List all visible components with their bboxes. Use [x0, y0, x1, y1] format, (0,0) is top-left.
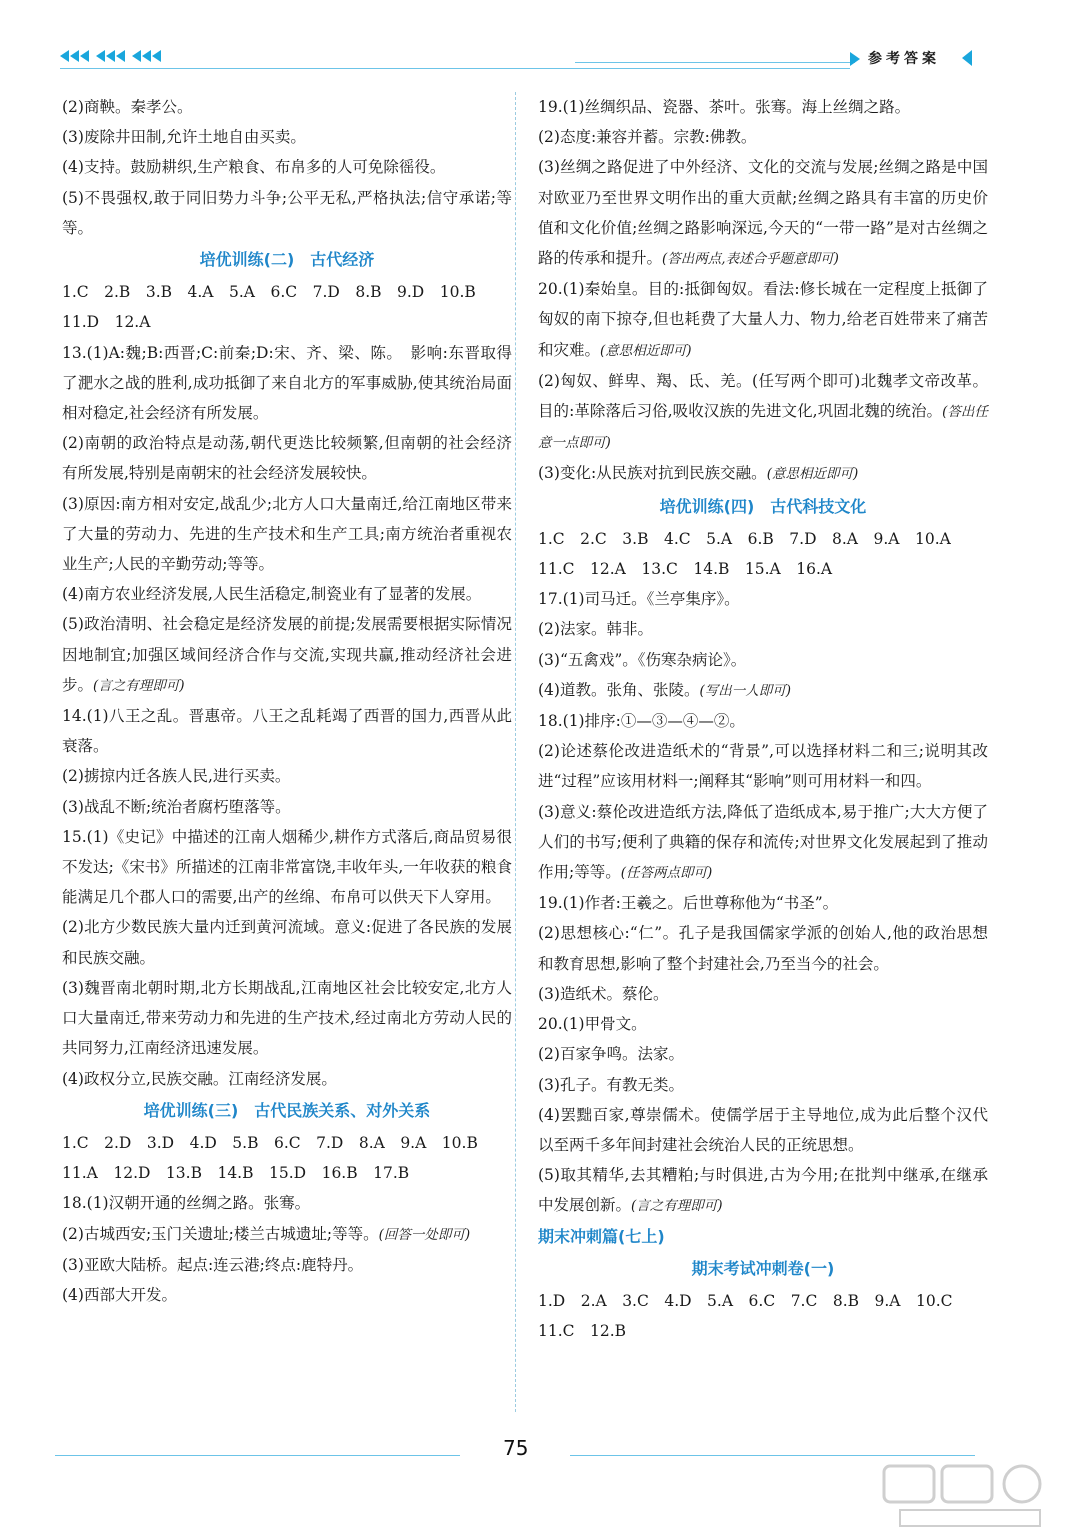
grading-note: (意思相近即可): [600, 342, 692, 359]
grading-note: (回答一处即可): [378, 1226, 471, 1243]
answer-line: [538, 888, 988, 918]
answer-text: 14.(1)八王之乱。晋惠帝。八王之乱耗竭了西晋的国力,西晋从此衰落。: [62, 707, 512, 756]
answer-line: [62, 428, 512, 488]
answer-line: [62, 1219, 512, 1250]
answer-line: [538, 92, 988, 122]
answer-text: (3)原因:南方相对安定,战乱少;北方人口大量南迁,给江南地区带来了大量的劳动力、先进的生产技术和生产工具;南方统治者重视农业生产;人民的辛勤劳动;等等。: [62, 494, 512, 574]
answer-text: (2)掳掠内迁各族人民,进行买卖。: [62, 767, 291, 786]
answer-line: [538, 645, 988, 675]
answer-text: 11.D 12.A: [62, 313, 151, 332]
answer-line: [62, 307, 512, 337]
answer-line: [538, 1100, 988, 1160]
answer-text: 11.C 12.A 13.C 14.B 15.A 16.A: [538, 560, 833, 579]
answer-text: (4)支持。鼓励耕织,生产粮食、布帛多的人可免除徭役。: [62, 158, 446, 177]
answer-line: [62, 579, 512, 609]
answer-line: [538, 918, 988, 978]
answer-text: (2)思想核心:“仁”。孔子是我国儒家学派的创始人,他的政治思想和教育思想,影响了整个封建社会,乃至当今的社会。: [538, 924, 988, 973]
answer-line: [62, 338, 512, 429]
answer-text: 20.(1)甲骨文。: [538, 1015, 647, 1034]
answer-line: [62, 1128, 512, 1158]
answer-text: 期末考试冲刺卷(一): [691, 1258, 835, 1278]
answer-line: [62, 761, 512, 791]
answer-text: (2)商鞅。秦孝公。: [62, 98, 193, 116]
header-rule: [60, 68, 850, 69]
footer-rule-right: [570, 1455, 975, 1456]
answer-line: [62, 489, 512, 580]
answer-line: [538, 458, 988, 489]
answer-text: (2)匈奴、鲜卑、羯、氐、羌。(任写两个即可)北魏孝文帝改革。目的:革除落后习俗,吸收汉族的先进文化,巩固北魏的统治。: [538, 371, 988, 421]
grading-note: (答出两点,表述合乎题意即可): [662, 251, 839, 268]
grading-note: (写出一人即可): [699, 682, 792, 699]
answer-line: [538, 122, 988, 152]
watermark-logo-icon: [880, 1462, 1060, 1532]
answer-text: (3)亚欧大陆桥。起点:连云港;终点:鹿特丹。: [62, 1255, 364, 1274]
answer-line: [538, 1316, 988, 1346]
answer-text: 18.(1)排序:①—③—④—②。: [538, 712, 745, 731]
section-heading: [62, 245, 512, 275]
answer-line: [62, 152, 512, 182]
answer-line: [62, 792, 512, 822]
answer-text: 20.(1)秦始皇。目的:抵御匈奴。看法:修长城在一定程度上抵御了匈奴的南下掠夺,但也耗费了大量人力、物力,给老百姓带来了痛苦和灾难。: [538, 280, 988, 359]
answer-text: (5)不畏强权,敢于同旧势力斗争;公平无私,严格执法;信守承诺;等等。: [62, 188, 512, 237]
answer-text: (3)变化:从民族对抗到民族交融。: [538, 464, 767, 483]
answer-line: [62, 1064, 512, 1094]
answer-text: (4)南方农业经济发展,人民生活稳定,制瓷业有了显著的发展。: [62, 585, 482, 604]
answer-line: [62, 1280, 512, 1310]
answer-line: [538, 1039, 988, 1069]
answer-text: (2)北方少数民族大量内迁到黄河流域。意义:促进了各民族的发展和民族交融。: [62, 918, 512, 967]
answer-line: [538, 152, 988, 274]
grading-note: (任答两点即可): [620, 865, 713, 882]
answer-line: [538, 614, 988, 644]
answer-text: 19.(1)作者:王羲之。后世尊称他为“书圣”。: [538, 894, 839, 913]
answer-text: (3)“五禽戏”。《伤寒杂病论》。: [538, 650, 747, 669]
answer-line: [62, 92, 512, 122]
answer-line: [62, 973, 512, 1064]
answer-text: 17.(1)司马迁。《兰亭集序》。: [538, 590, 740, 609]
answer-text: 培优训练(二) 古代经济: [199, 250, 375, 270]
answer-line: [62, 1188, 512, 1218]
page-number: 75: [503, 1436, 529, 1460]
answer-line: [538, 524, 988, 554]
answer-line: [538, 554, 988, 584]
grading-note: (言之有理即可): [631, 1198, 723, 1215]
answer-text: 1.D 2.A 3.C 4.D 5.A 6.C 7.C 8.B 9.A 10.C: [538, 1291, 953, 1310]
answer-line: [538, 797, 988, 889]
page-header: [0, 0, 1067, 80]
answer-text: (3)意义:蔡伦改进造纸方法,降低了造纸成本,易于推广;大大方便了人们的书写;便利了典籍的保存和流传;对世界文化发展起到了推动作用;等等。: [538, 802, 988, 882]
answer-text: (5)政治清明、社会稳定是经济发展的前提;发展需要根据实际情况因地制宜;加强区域间经济合作与交流,实现共赢,推动经济社会进步。: [62, 615, 512, 694]
answer-text: (4)罢黜百家,尊崇儒术。使儒学居于主导地位,成为此后整个汉代以至两千多年间封建社会统治人民的正统思想。: [538, 1105, 988, 1154]
answer-line: [62, 122, 512, 152]
grading-note: (言之有理即可): [93, 677, 185, 694]
answer-line: [538, 979, 988, 1009]
answer-text: 13.(1)A:魏;B:西晋;C:前秦;D:宋、齐、梁、陈。 影响:东晋取得了淝水之战的胜利,成功抵御了来自北方的军事威胁,使其统治局面相对稳定,社会经济有所发展。: [62, 343, 512, 423]
answer-text: (2)古城西安;玉门关遗址;楼兰古城遗址;等等。: [62, 1224, 379, 1243]
header-rule-upper: [575, 62, 855, 63]
answer-text: (3)魏晋南北朝时期,北方长期战乱,江南地区社会比较安定,北方人口大量南迁,带来劳动力和先进的生产技术,经过南北方劳动人民的共同努力,江南经济迅速发展。: [62, 978, 512, 1058]
answer-text: (4)西部大开发。: [62, 1285, 177, 1304]
section-heading: [538, 492, 988, 522]
answer-line: [538, 706, 988, 736]
answer-line: [538, 584, 988, 614]
answer-text: 19.(1)丝绸织品、瓷器、茶叶。张骞。海上丝绸之路。: [538, 98, 911, 116]
answer-text: (2)态度:兼容并蓄。宗教:佛教。: [538, 128, 757, 147]
grading-note: (答出任意一点即可): [538, 404, 988, 452]
answer-text: 11.A 12.D 13.B 14.B 15.D 16.B 17.B: [62, 1164, 410, 1183]
section-tag: 参考答案: [868, 51, 940, 67]
answer-line: [538, 1286, 988, 1316]
answer-text: (2)南朝的政治特点是动荡,朝代更迭比较频繁,但南朝的社会经济有所发展,特别是南朝宋的社会经济发展较快。: [62, 434, 512, 483]
answer-line: [538, 1070, 988, 1100]
answer-line: [62, 277, 512, 307]
answer-text: 期末冲刺篇(七上): [538, 1226, 665, 1246]
answer-line: [538, 736, 988, 796]
answer-text: (2)法家。韩非。: [538, 620, 653, 639]
column-divider: [515, 92, 516, 1412]
answer-text: (3)丝绸之路促进了中外经济、文化的交流与发展;丝绸之路是中国对欧亚乃至世界文明作出的重大贡献;丝绸之路具有丰富的历史价值和文化价值;丝绸之路影响深远,今天的“一带一路”是对古丝绸之路的传承和提升。: [538, 158, 988, 268]
part-heading: [538, 1222, 988, 1252]
answer-text: 18.(1)汉朝开通的丝绸之路。张骞。: [62, 1194, 311, 1213]
answer-line: [62, 609, 512, 701]
footer-rule-left: [55, 1455, 460, 1456]
answer-line: [62, 822, 512, 913]
answer-line: [538, 1009, 988, 1039]
answer-line: [62, 1158, 512, 1188]
left-column: [62, 92, 512, 1310]
answer-text: 培优训练(四) 古代科技文化: [659, 496, 867, 516]
answer-text: 1.C 2.C 3.B 4.C 5.A 6.B 7.D 8.A 9.A 10.A: [538, 529, 951, 548]
answer-text: 11.C 12.B: [538, 1322, 627, 1341]
answer-line: [538, 675, 988, 706]
answer-line: [62, 701, 512, 761]
tag-chevron-icon: [962, 50, 972, 66]
answer-line: [62, 1250, 512, 1280]
answer-text: (3)废除井田制,允许土地自由买卖。: [62, 128, 306, 147]
answer-text: (4)政权分立,民族交融。江南经济发展。: [62, 1069, 337, 1088]
answer-text: 15.(1)《史记》中描述的江南人烟稀少,耕作方式落后,商品贸易很不发达;《宋书》所描述的江南非常富饶,丰收年头,一年收获的粮食能满足几个郡人口的需要,出产的丝绵、布帛可以供天下人穿用。: [62, 827, 512, 907]
tag-arrow-icon: [850, 52, 860, 66]
grading-note: (意思相近即可): [766, 466, 859, 483]
answer-text: (3)战乱不断;统治者腐朽堕落等。: [62, 797, 291, 816]
answer-text: (4)道教。张角、张陵。: [538, 680, 700, 699]
answer-text: (5)取其精华,去其糟粕;与时俱进,古为今用;在批判中继承,在继承中发展创新。: [538, 1166, 988, 1215]
answer-text: (2)论述蔡伦改进造纸术的“背景”,可以选择材料二和三;说明其改进“过程”应该用材料一;阐释其“影响”则可用材料一和四。: [538, 742, 988, 791]
answer-line: [538, 366, 988, 459]
header-chevrons: [60, 50, 162, 62]
answer-line: [538, 274, 988, 366]
answer-text: (3)造纸术。蔡伦。: [538, 984, 669, 1003]
section-heading: [538, 1254, 988, 1284]
right-column: [538, 92, 988, 1346]
answer-line: [62, 912, 512, 972]
section-heading: [62, 1096, 512, 1126]
answer-text: 1.C 2.D 3.D 4.D 5.B 6.C 7.D 8.A 9.A 10.B: [62, 1133, 478, 1152]
answer-text: 1.C 2.B 3.B 4.A 5.A 6.C 7.D 8.B 9.D 10.B: [62, 283, 476, 302]
answer-text: (2)百家争鸣。法家。: [538, 1045, 684, 1064]
answer-text: (3)孔子。有教无类。: [538, 1075, 684, 1094]
answer-line: [62, 183, 512, 243]
answer-line: [538, 1160, 988, 1221]
answer-text: 培优训练(三) 古代民族关系、对外关系: [143, 1100, 431, 1120]
